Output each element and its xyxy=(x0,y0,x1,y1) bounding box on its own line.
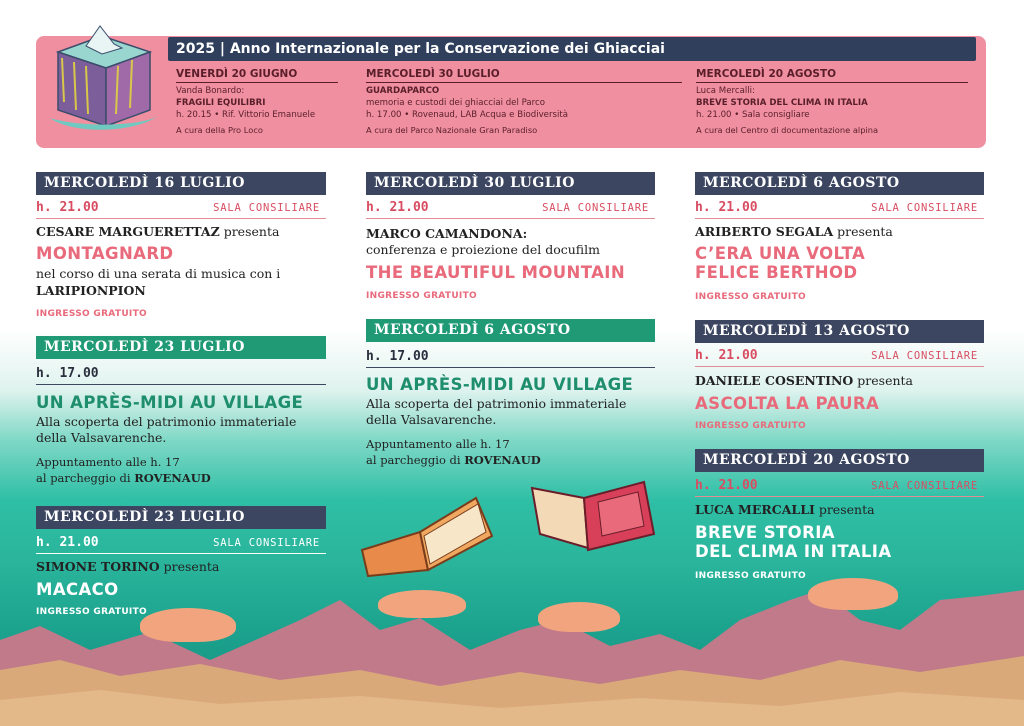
event-time: h. 21.00 xyxy=(36,535,99,550)
banner-title: 2025 | Anno Internazionale per la Conservazione dei Ghiacciai xyxy=(168,37,976,61)
meeting-point-text: al parcheggio di xyxy=(36,471,131,485)
flying-book-orange-illustration xyxy=(358,492,496,578)
banner-event-speaker: Luca Mercalli: xyxy=(696,86,755,96)
event-description: Alla scoperta del patrimonio immateriale xyxy=(36,414,297,429)
banner-event-time: h. 21.00 • Sala consigliare xyxy=(696,110,810,120)
banner-event xyxy=(696,68,968,135)
event-appointment: Appuntamento alle h. 17 xyxy=(36,455,180,469)
event-time: h. 21.00 xyxy=(36,200,99,215)
free-entry-label: INGRESSO GRATUITO xyxy=(695,421,806,431)
event-title-line2: DEL CLIMA IN ITALIA xyxy=(695,542,892,561)
banner-event-organizer: A cura del Centro di documentazione alpina xyxy=(696,125,879,135)
banner-event-organizer: A cura della Pro Loco xyxy=(176,125,263,135)
banner-event-title: BREVE STORIA DEL CLIMA IN ITALIA xyxy=(696,98,868,108)
meeting-point-place: ROVENAUD xyxy=(464,453,541,467)
event-date-header: MERCOLEDÌ 23 LUGLIO xyxy=(36,336,326,359)
event-date-header: MERCOLEDÌ 6 AGOSTO xyxy=(695,172,984,195)
event-description: della Valsavarenche. xyxy=(36,430,167,445)
cloud-decoration xyxy=(538,602,620,632)
event-venue: SALA CONSILIARE xyxy=(871,202,978,214)
event-description: nel corso di una serata di musica con i xyxy=(36,266,281,281)
event-speaker xyxy=(695,373,913,388)
event-venue: SALA CONSILIARE xyxy=(213,537,320,549)
banner-event-time: h. 20.15 • Rif. Vittorio Emanuele xyxy=(176,110,316,120)
event-description: Alla scoperta del patrimonio immateriale xyxy=(366,396,627,411)
speaker-verb: presenta xyxy=(223,224,280,239)
event-date-header: MERCOLEDÌ 13 AGOSTO xyxy=(695,320,984,343)
event-time-row xyxy=(36,366,326,385)
event-time-row xyxy=(36,200,326,219)
event-time: h. 21.00 xyxy=(695,200,758,215)
speaker-verb: presenta xyxy=(857,373,913,388)
speaker-name: ARIBERTO SEGALA xyxy=(695,224,834,239)
free-entry-label: INGRESSO GRATUITO xyxy=(695,571,806,581)
event-meeting-point xyxy=(366,452,541,468)
cloud-decoration xyxy=(808,578,898,610)
event-date-header: MERCOLEDÌ 20 AGOSTO xyxy=(695,449,984,472)
banner-event-subtitle: memoria e custodi dei ghiacciai del Parco xyxy=(366,98,545,108)
banner-event-title: FRAGILI EQUILIBRI xyxy=(176,98,266,108)
event-time: h. 17.00 xyxy=(36,366,99,381)
banner-event-date: MERCOLEDÌ 30 LUGLIO xyxy=(366,68,682,83)
cloud-decoration xyxy=(140,608,236,642)
banner-event-time: h. 17.00 • Rovenaud, LAB Acqua e Biodiversità xyxy=(366,110,568,120)
event-venue: SALA CONSILIARE xyxy=(871,480,978,492)
event-date-header: MERCOLEDÌ 16 LUGLIO xyxy=(36,172,326,195)
event-speaker xyxy=(36,224,279,239)
event-speaker xyxy=(36,559,219,574)
free-entry-label: INGRESSO GRATUITO xyxy=(695,292,806,302)
cloud-decoration xyxy=(378,590,466,618)
event-title: ASCOLTA LA PAURA xyxy=(695,394,880,413)
event-title-line2: FELICE BERTHOD xyxy=(695,263,858,282)
event-title: UN APRÈS-MIDI AU VILLAGE xyxy=(366,375,634,394)
event-venue: SALA CONSILIARE xyxy=(213,202,320,214)
event-title-line1: C’ERA UNA VOLTA xyxy=(695,244,866,263)
speaker-name: MARCO CAMANDONA: xyxy=(366,226,528,241)
speaker-name: CESARE MARGUERETTAZ xyxy=(36,224,220,239)
free-entry-label: INGRESSO GRATUITO xyxy=(36,309,147,319)
speaker-verb: presenta xyxy=(837,224,893,239)
event-time-row xyxy=(366,200,655,219)
event-venue: SALA CONSILIARE xyxy=(871,350,978,362)
event-date-header: MERCOLEDÌ 30 LUGLIO xyxy=(366,172,655,195)
meeting-point-text: al parcheggio di xyxy=(366,453,461,467)
banner-event-date: MERCOLEDÌ 20 AGOSTO xyxy=(696,68,968,83)
event-time-row xyxy=(695,478,984,497)
banner-event-speaker: Vanda Bonardo: xyxy=(176,86,245,96)
speaker-name: LUCA MERCALLI xyxy=(695,502,815,517)
speaker-verb: presenta xyxy=(163,559,220,574)
event-title: MONTAGNARD xyxy=(36,244,174,263)
event-title: MACACO xyxy=(36,580,119,599)
banner-event-title: GUARDAPARCO xyxy=(366,86,440,96)
event-venue: SALA CONSILIARE xyxy=(542,202,649,214)
event-meeting-point xyxy=(36,470,211,486)
free-entry-label: INGRESSO GRATUITO xyxy=(36,607,147,617)
event-time-row xyxy=(366,349,655,368)
event-time: h. 17.00 xyxy=(366,349,429,364)
event-time: h. 21.00 xyxy=(366,200,429,215)
flying-book-red-illustration xyxy=(528,478,658,558)
banner-event-date: VENERDÌ 20 GIUGNO xyxy=(176,68,338,83)
event-speaker xyxy=(695,224,893,239)
event-time-row xyxy=(695,348,984,367)
event-time: h. 21.00 xyxy=(695,478,758,493)
event-time-row xyxy=(36,535,326,554)
event-title: THE BEAUTIFUL MOUNTAIN xyxy=(366,263,626,282)
event-time: h. 21.00 xyxy=(695,348,758,363)
meeting-point-place: ROVENAUD xyxy=(134,471,211,485)
speaker-verb: presenta xyxy=(818,502,875,517)
banner-event-organizer: A cura del Parco Nazionale Gran Paradiso xyxy=(366,125,538,135)
speaker-name: DANIELE COSENTINO xyxy=(695,373,854,388)
event-description: della Valsavarenche. xyxy=(366,412,497,427)
event-description-band: LARIPIONPION xyxy=(36,283,146,298)
event-speaker xyxy=(695,502,875,517)
event-description: conferenza e proiezione del docufilm xyxy=(366,242,600,257)
banner-event xyxy=(366,68,682,135)
glacier-cube-illustration xyxy=(42,22,164,136)
event-title: UN APRÈS-MIDI AU VILLAGE xyxy=(36,393,304,412)
speaker-name: SIMONE TORINO xyxy=(36,559,160,574)
banner-event xyxy=(176,68,338,135)
free-entry-label: INGRESSO GRATUITO xyxy=(366,291,477,301)
event-title-line1: BREVE STORIA xyxy=(695,523,835,542)
event-time-row xyxy=(695,200,984,219)
event-date-header: MERCOLEDÌ 6 AGOSTO xyxy=(366,319,655,342)
event-date-header: MERCOLEDÌ 23 LUGLIO xyxy=(36,506,326,529)
event-appointment: Appuntamento alle h. 17 xyxy=(366,437,510,451)
